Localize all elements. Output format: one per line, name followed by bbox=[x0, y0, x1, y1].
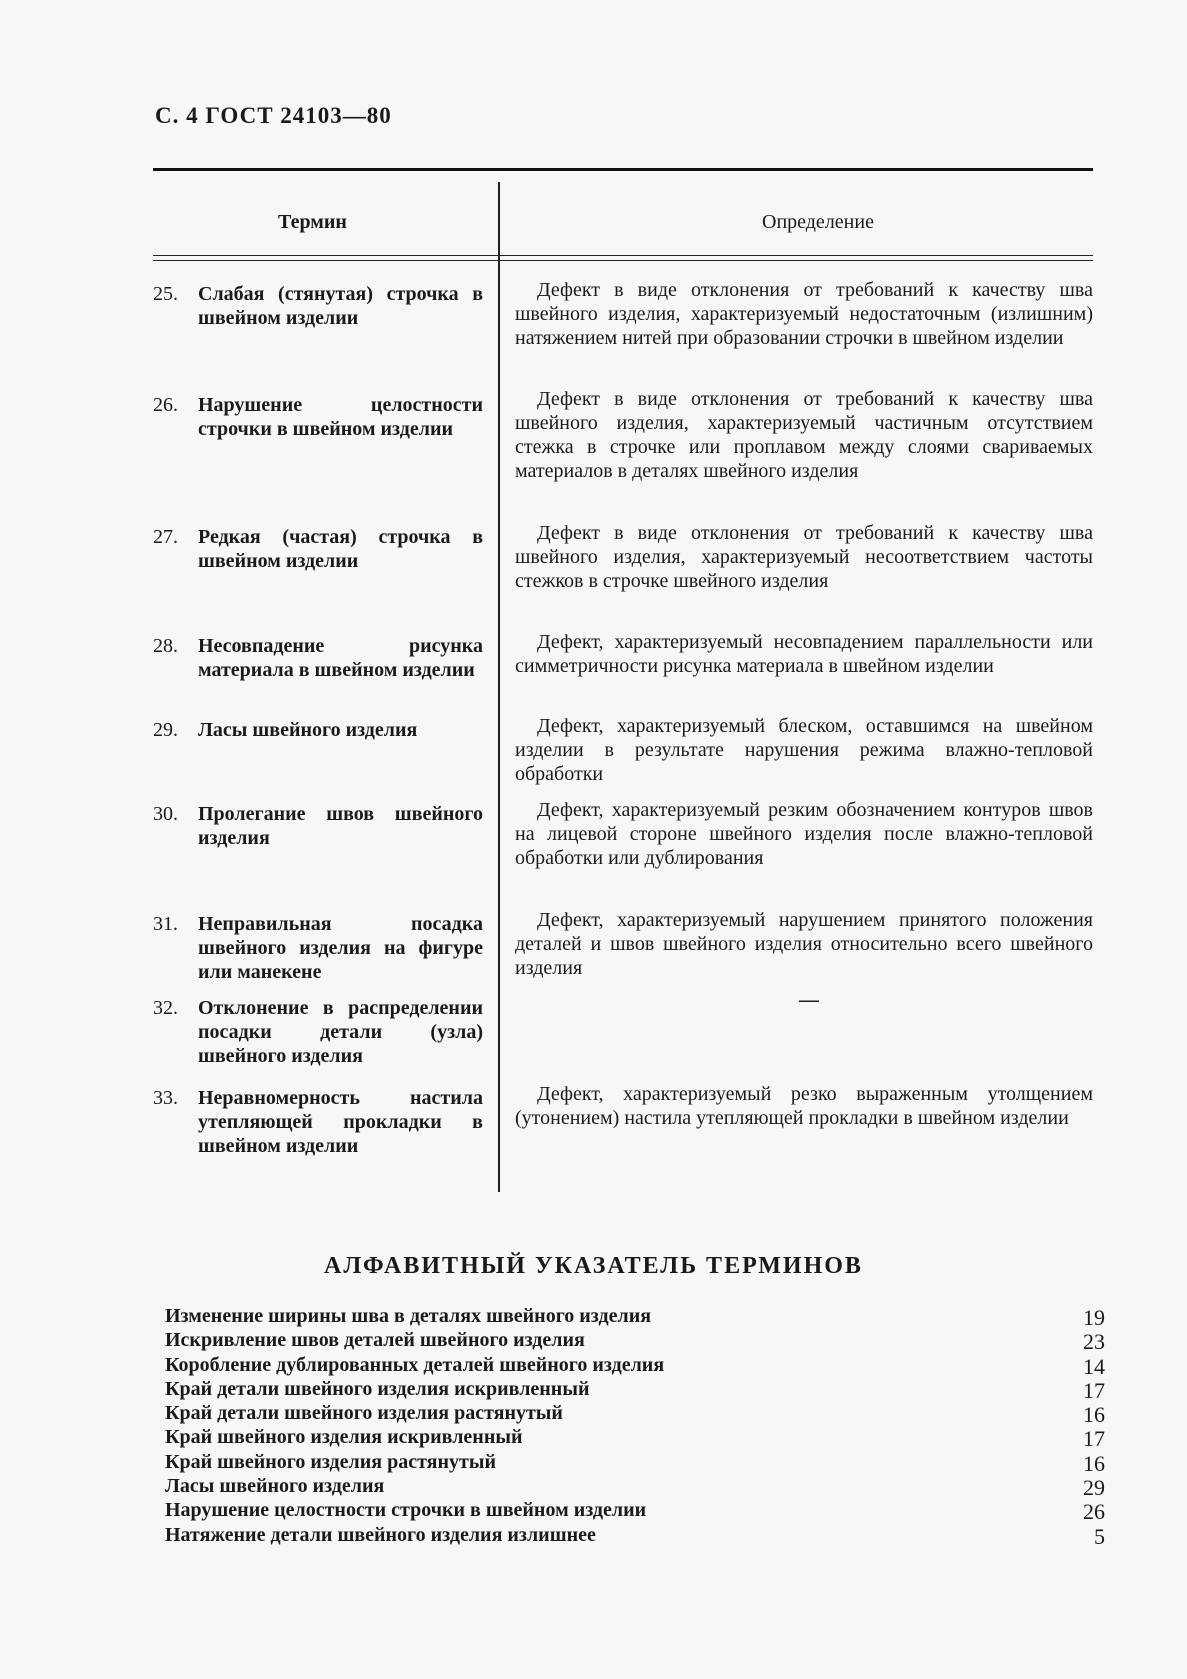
index-term: Край швейного изделия искривленный bbox=[165, 1426, 523, 1449]
index-number: 26 bbox=[1083, 1499, 1105, 1525]
index-entry bbox=[165, 1329, 1105, 1353]
term-row-27 bbox=[153, 525, 483, 573]
index-term: Натяжение детали швейного изделия излишнее bbox=[165, 1523, 596, 1546]
definition-30: Дефект, характеризуемый резким обозначением контуров швов на лицевой стороне швейного изделия после влажно-тепловой обработки или дублирования bbox=[515, 799, 1093, 869]
index-term: Край швейного изделия растянутый bbox=[165, 1450, 496, 1473]
index-entry bbox=[165, 1354, 1105, 1378]
index-term: Изменение ширины шва в деталях швейного изделия bbox=[165, 1305, 652, 1327]
definition-33: Дефект, характеризуемый резко выраженным утолщением (утонением) настила утепляющей прокладки в швейном изделии bbox=[515, 1083, 1093, 1129]
definition-29: Дефект, характеризуемый блеском, оставшимся на швейном изделии в результате нарушения режима влажно-тепловой обработки bbox=[515, 715, 1093, 785]
index-number: 14 bbox=[1083, 1353, 1105, 1379]
term-text: Редкая (частая) строчка в швейном изделии bbox=[198, 526, 483, 572]
term-row-26 bbox=[153, 393, 483, 441]
definition-25: Дефект в виде отклонения от требований к качеству шва швейного изделия, характеризуемый недостаточным (излишним) натяжением нитей при образовании строчки в швейном изделии bbox=[515, 279, 1093, 349]
term-number: 32. bbox=[153, 997, 178, 1019]
term-row-32 bbox=[153, 996, 483, 1068]
definition-27: Дефект в виде отклонения от требований к качеству шва швейного изделия, характеризуемый несоответствием частоты стежков в строчке швейного изделия bbox=[515, 522, 1093, 592]
term-number: 33. bbox=[153, 1087, 178, 1109]
index-entry bbox=[165, 1378, 1105, 1402]
index-number: 19 bbox=[1083, 1305, 1105, 1330]
index-number: 29 bbox=[1083, 1475, 1105, 1501]
term-number: 27. bbox=[153, 526, 178, 548]
index-entry bbox=[165, 1524, 1105, 1548]
index-term: Коробление дублированных деталей швейного изделия bbox=[165, 1353, 665, 1376]
column-header-term: Термин bbox=[278, 211, 347, 233]
definition-32-dash: — bbox=[798, 988, 820, 1013]
index-entry bbox=[165, 1305, 1105, 1329]
term-row-33 bbox=[153, 1086, 483, 1158]
column-divider bbox=[498, 182, 500, 1192]
term-text: Неравномерность настила утепляющей прокладки в швейном изделии bbox=[198, 1087, 483, 1157]
index-entry bbox=[165, 1426, 1105, 1450]
index-term: Искривление швов деталей швейного изделия bbox=[165, 1329, 585, 1352]
term-text: Пролегание швов швейного изделия bbox=[198, 803, 483, 849]
index-number: 23 bbox=[1083, 1329, 1105, 1355]
table-top-rule bbox=[153, 168, 1093, 171]
term-text: Несовпадение рисунка материала в швейном изделии bbox=[198, 635, 483, 681]
index-entry bbox=[165, 1402, 1105, 1426]
term-row-31 bbox=[153, 912, 483, 984]
index-entry bbox=[165, 1451, 1105, 1475]
index-entry bbox=[165, 1475, 1105, 1499]
index-term: Край детали швейного изделия искривленный bbox=[165, 1377, 590, 1400]
header-rule-double bbox=[153, 260, 1093, 261]
page-header: С. 4 ГОСТ 24103—80 bbox=[155, 103, 392, 128]
index-number: 17 bbox=[1083, 1377, 1105, 1403]
definition-28: Дефект, характеризуемый несовпадением параллельности или симметричности рисунка материала в швейном изделии bbox=[515, 631, 1093, 677]
term-row-30 bbox=[153, 802, 483, 850]
index-title: АЛФАВИТНЫЙ УКАЗАТЕЛЬ ТЕРМИНОВ bbox=[324, 1253, 863, 1279]
index-term: Ласы швейного изделия bbox=[165, 1475, 385, 1498]
term-number: 29. bbox=[153, 719, 178, 741]
index-number: 17 bbox=[1083, 1426, 1105, 1452]
column-header-definition: Определение bbox=[762, 211, 874, 233]
term-number: 25. bbox=[153, 283, 178, 305]
term-row-28 bbox=[153, 634, 483, 682]
term-number: 30. bbox=[153, 803, 178, 825]
term-row-25 bbox=[153, 282, 483, 330]
term-number: 28. bbox=[153, 635, 178, 657]
term-row-29 bbox=[153, 718, 483, 742]
term-text: Отклонение в распределении посадки детали (узла) швейного изделия bbox=[198, 997, 483, 1067]
term-text: Неправильная посадка швейного изделия на фигуре или манекене bbox=[198, 913, 483, 983]
term-number: 26. bbox=[153, 394, 178, 416]
index-term: Край детали швейного изделия растянутый bbox=[165, 1402, 563, 1425]
index-number: 16 bbox=[1083, 1402, 1105, 1428]
header-rule bbox=[153, 255, 1093, 256]
definition-26: Дефект в виде отклонения от требований к качеству шва швейного изделия, характеризуемый частичным отсутствием стежка в строчке или проплавом между слоями свариваемых материалов в деталях швейного изделия bbox=[515, 388, 1093, 482]
term-text: Ласы швейного изделия bbox=[198, 719, 418, 741]
alphabetical-index bbox=[165, 1305, 1105, 1548]
term-text: Слабая (стянутая) строчка в швейном изделии bbox=[198, 283, 483, 329]
index-number: 5 bbox=[1094, 1523, 1105, 1549]
index-entry bbox=[165, 1499, 1105, 1523]
index-number: 16 bbox=[1083, 1450, 1105, 1476]
definition-31: Дефект, характеризуемый нарушением принятого положения деталей и швов швейного изделия относительно всего швейного изделия bbox=[515, 909, 1093, 979]
term-text: Нарушение целостности строчки в швейном изделии bbox=[198, 394, 483, 440]
term-number: 31. bbox=[153, 913, 178, 935]
index-term: Нарушение целостности строчки в швейном изделии bbox=[165, 1499, 647, 1522]
